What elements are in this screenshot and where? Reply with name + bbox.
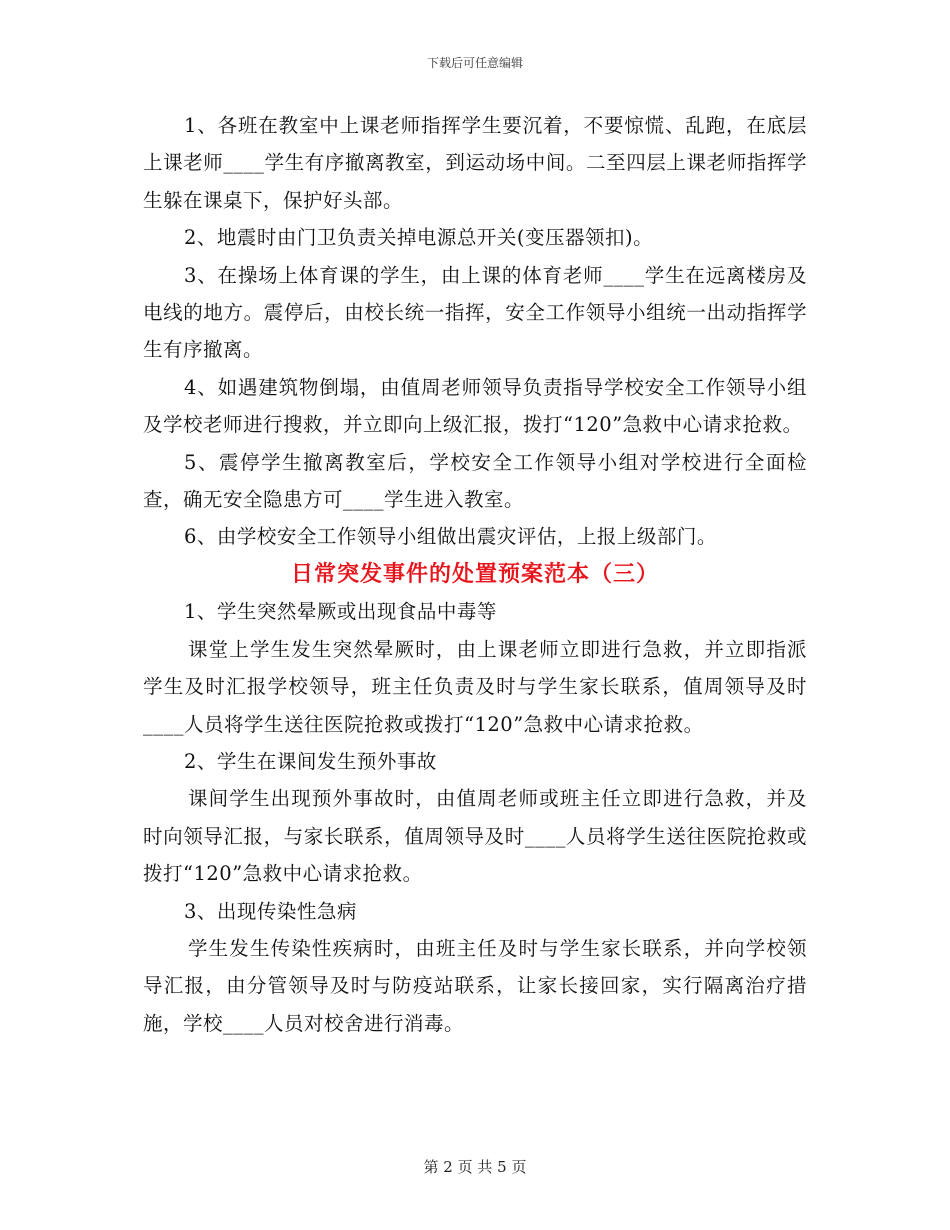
subsection-body-1: 课堂上学生发生突然晕厥时，由上课老师立即进行急救，并立即指派学生及时汇报学校领导，班主任负责及时与学生家长联系，值周领导及时____人员将学生送往医院抢救或拨打“120”急救中心请求抢救。 <box>143 637 807 736</box>
section-title: 日常突发事件的处置预案范本（三） <box>290 561 659 587</box>
paragraph-item-1: 1、各班在教室中上课老师指挥学生要沉着，不要惊慌、乱跑，在底层上课老师____学生有序撤离教室，到运动场中间。二至四层上课老师指挥学生躲在课桌下，保护好头部。 <box>143 114 807 212</box>
paragraph-item-3: 3、在操场上体育课的学生，由上课的体育老师____学生在远离楼房及电线的地方。震停后，由校长统一指挥，安全工作领导小组统一出动指挥学生有序撤离。 <box>143 263 807 362</box>
page-indicator: 第 2 页 共 5 页 <box>423 1158 527 1176</box>
document-body <box>143 107 807 1042</box>
subsection-heading-3: 3、出现传染性急病 <box>184 899 357 923</box>
paragraph-item-6: 6、由学校安全工作领导小组做出震灾评估，上报上级部门。 <box>184 525 717 549</box>
subsection-heading-2: 2、学生在课间发生预外事故 <box>184 749 437 773</box>
paragraph-item-2: 2、地震时由门卫负责关掉电源总开关(变压器领扣)。 <box>184 226 654 250</box>
subsection-body-2: 课间学生出现预外事故时，由值周老师或班主任立即进行急救，并及时向领导汇报，与家长联系，值周领导及时____人员将学生送往医院抢救或拨打“120”急救中心请求抢救。 <box>143 787 807 886</box>
subsection-body-3: 学生发生传染性疾病时，由班主任及时与学生家长联系，并向学校领导汇报，由分管领导及时与防疫站联系，让家长接回家，实行隔离治疗措施，学校____人员对校舍进行消毒。 <box>143 936 807 1035</box>
paragraph-item-5: 5、震停学生撤离教室后，学校安全工作领导小组对学校进行全面检查，确无安全隐患方可____学生进入教室。 <box>143 450 807 512</box>
header-note: 下载后可任意编辑 <box>426 56 523 70</box>
paragraph-item-4: 4、如遇建筑物倒塌，由值周老师领导负责指导学校安全工作领导小组及学校老师进行搜救，并立即向上级汇报，拨打“120”急救中心请求抢救。 <box>143 375 807 437</box>
subsection-heading-1: 1、学生突然晕厥或出现食品中毒等 <box>184 600 497 624</box>
